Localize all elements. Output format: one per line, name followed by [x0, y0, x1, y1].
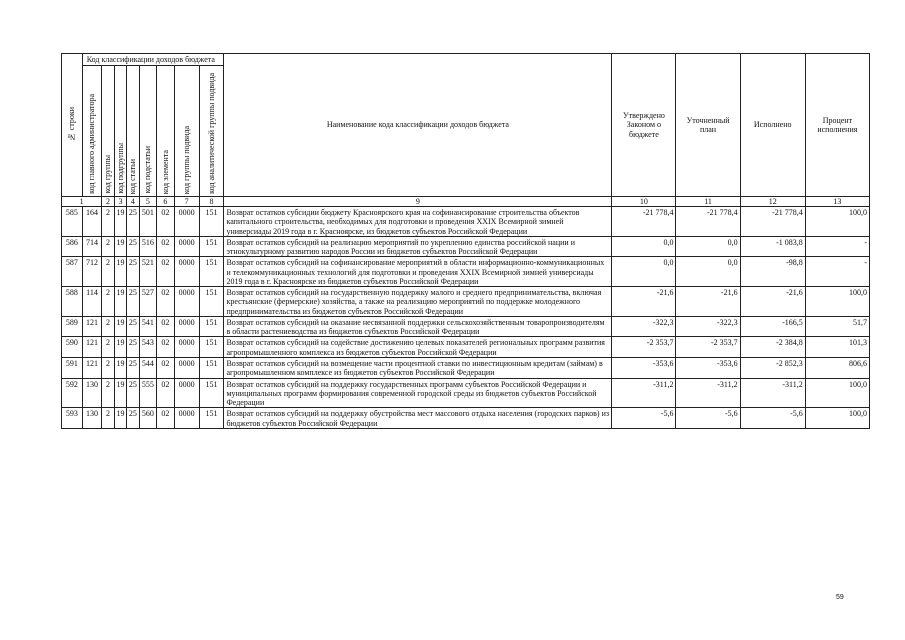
name-cell: Возврат остатков субсидий на софинансирование мероприятий в области информационно-коммуникационных и телекоммуникационных технологий для подготовки и проведения XXIX Всемирной зимней универсиады 2019 года в г. Красноярске из бюджетов субъектов Российской Федерации — [224, 257, 612, 287]
column-number: 2 — [102, 197, 114, 207]
code-group-cell: 2 — [102, 207, 114, 237]
percent-cell: 100,0 — [805, 207, 869, 237]
column-number: 8 — [199, 197, 224, 207]
row-number-cell: 588 — [62, 287, 83, 317]
percent-cell: 100,0 — [805, 408, 869, 429]
code-article-cell: 25 — [127, 207, 139, 237]
code-subgroup-cell: 19 — [114, 408, 126, 429]
table-row — [62, 408, 870, 429]
name-cell: Возврат остатков субсидий на реализацию мероприятий по укреплению единства российской нации и этнокультурному развитию народов России из бюджетов субъектов Российской Федерации — [224, 236, 612, 257]
code-subgroup-cell: 19 — [114, 378, 126, 408]
header-executed: Исполнено — [740, 54, 805, 197]
code-subarticle-cell: 527 — [139, 287, 157, 317]
code-admin-cell: 121 — [82, 337, 102, 358]
code-article-cell: 25 — [127, 378, 139, 408]
code-subarticle-cell: 544 — [139, 357, 157, 378]
column-number: 4 — [127, 197, 139, 207]
row-number-cell: 586 — [62, 236, 83, 257]
refined-cell: -21,6 — [676, 287, 740, 317]
code-group-cell: 2 — [102, 357, 114, 378]
column-number: 9 — [224, 197, 612, 207]
percent-cell: 51,7 — [805, 316, 869, 337]
header-code-group: код группы — [102, 66, 114, 197]
percent-cell: - — [805, 257, 869, 287]
code-subgroup-cell: 19 — [114, 257, 126, 287]
code-element-cell: 02 — [157, 337, 175, 358]
refined-cell: -311,2 — [676, 378, 740, 408]
refined-cell: 0,0 — [676, 236, 740, 257]
code-subtype-group-cell: 0000 — [174, 316, 199, 337]
code-element-cell: 02 — [157, 378, 175, 408]
code-subarticle-cell: 501 — [139, 207, 157, 237]
code-article-cell: 25 — [127, 236, 139, 257]
name-cell: Возврат остатков субсидий на содействие достижению целевых показателей региональных программ развития агропромышленного комплекса из бюджетов субъектов Российской Федерации — [224, 337, 612, 358]
percent-cell: 806,6 — [805, 357, 869, 378]
header-code-subgroup: код подгруппы — [114, 66, 126, 197]
table-body — [62, 207, 870, 429]
header-code-element: код элемента — [157, 66, 175, 197]
name-cell: Возврат остатков субсидий на поддержку государственных программ субъектов Российской Федерации и муниципальных программ формирования современной городской среды из бюджетов субъектов Российской Федерации — [224, 378, 612, 408]
code-element-cell: 02 — [157, 408, 175, 429]
approved-cell: 0,0 — [612, 257, 676, 287]
executed-cell: -166,5 — [740, 316, 805, 337]
code-group-cell: 2 — [102, 257, 114, 287]
table-row — [62, 378, 870, 408]
code-group-cell: 2 — [102, 408, 114, 429]
column-number: 13 — [805, 197, 869, 207]
code-subtype-group-cell: 0000 — [174, 257, 199, 287]
code-analytic-group-cell: 151 — [199, 257, 224, 287]
header-code-subarticle: код подстатьи — [139, 66, 157, 197]
code-article-cell: 25 — [127, 357, 139, 378]
code-subtype-group-cell: 0000 — [174, 236, 199, 257]
header-approved: Утверждено Законом о бюджете — [612, 54, 676, 197]
executed-cell: -5,6 — [740, 408, 805, 429]
refined-cell: -5,6 — [676, 408, 740, 429]
name-cell: Возврат остатков субсидий на возмещение части процентной ставки по инвестиционным кредитам (займам) в агропромышленном комплексе из бюджетов субъектов Российской Федерации — [224, 357, 612, 378]
code-subtype-group-cell: 0000 — [174, 357, 199, 378]
row-number-cell: 589 — [62, 316, 83, 337]
code-subarticle-cell: 555 — [139, 378, 157, 408]
name-cell: Возврат остатков субсидий на оказание несвязанной поддержки сельскохозяйственным товаропроизводителям в области растениеводства из бюджетов субъектов Российской Федерации — [224, 316, 612, 337]
code-article-cell: 25 — [127, 257, 139, 287]
code-element-cell: 02 — [157, 257, 175, 287]
percent-cell: 100,0 — [805, 378, 869, 408]
code-article-cell: 25 — [127, 287, 139, 317]
code-group-cell: 2 — [102, 287, 114, 317]
executed-cell: -1 083,8 — [740, 236, 805, 257]
row-number-cell: 592 — [62, 378, 83, 408]
code-group-cell: 2 — [102, 337, 114, 358]
code-analytic-group-cell: 151 — [199, 287, 224, 317]
code-element-cell: 02 — [157, 357, 175, 378]
refined-cell: -322,3 — [676, 316, 740, 337]
code-article-cell: 25 — [127, 408, 139, 429]
refined-cell: -353,6 — [676, 357, 740, 378]
code-subarticle-cell: 541 — [139, 316, 157, 337]
code-analytic-group-cell: 151 — [199, 337, 224, 358]
code-element-cell: 02 — [157, 287, 175, 317]
approved-cell: -353,6 — [612, 357, 676, 378]
name-cell: Возврат остатков субсидий на государственную поддержку малого и среднего предпринимательства, включая крестьянские (фермерские) хозяйства, а также на реализацию мероприятий по поддержке молодежного предпринимательства из бюджетов субъектов Российской Федерации — [224, 287, 612, 317]
approved-cell: -5,6 — [612, 408, 676, 429]
code-group-cell: 2 — [102, 316, 114, 337]
code-subtype-group-cell: 0000 — [174, 408, 199, 429]
code-admin-cell: 121 — [82, 357, 102, 378]
code-subgroup-cell: 19 — [114, 357, 126, 378]
code-analytic-group-cell: 151 — [199, 378, 224, 408]
page-number: 59 — [836, 594, 844, 601]
header-name: Наименование кода классификации доходов бюджета — [224, 54, 612, 197]
table-row — [62, 316, 870, 337]
code-subgroup-cell: 19 — [114, 207, 126, 237]
executed-cell: -21 778,4 — [740, 207, 805, 237]
column-number: 11 — [676, 197, 740, 207]
code-subarticle-cell: 516 — [139, 236, 157, 257]
table-row — [62, 287, 870, 317]
executed-cell: -2 852,3 — [740, 357, 805, 378]
code-subarticle-cell: 543 — [139, 337, 157, 358]
column-number: 5 — [139, 197, 157, 207]
code-group-cell: 2 — [102, 236, 114, 257]
code-analytic-group-cell: 151 — [199, 357, 224, 378]
code-subarticle-cell: 521 — [139, 257, 157, 287]
column-number: 10 — [612, 197, 676, 207]
code-group-cell: 2 — [102, 378, 114, 408]
header-code-admin: код главного администратора — [82, 66, 102, 197]
column-number: 7 — [174, 197, 199, 207]
name-cell: Возврат остатков субсидии бюджету Красноярского края на софинансирование строительства объектов капитального строительства, необходимых для подготовки и проведения XXIX Всемирной зимней универсиады 2019 года в г. Красноярске, из бюджетов субъектов Российской Федерации — [224, 207, 612, 237]
header-refined: Уточненный план — [676, 54, 740, 197]
table-header — [62, 54, 870, 207]
code-element-cell: 02 — [157, 207, 175, 237]
executed-cell: -311,2 — [740, 378, 805, 408]
column-number: 3 — [114, 197, 126, 207]
table-row — [62, 357, 870, 378]
table-row — [62, 236, 870, 257]
percent-cell: 101,3 — [805, 337, 869, 358]
column-number: 1 — [62, 197, 102, 207]
code-subarticle-cell: 560 — [139, 408, 157, 429]
table-row — [62, 207, 870, 237]
approved-cell: -322,3 — [612, 316, 676, 337]
code-subgroup-cell: 19 — [114, 287, 126, 317]
row-number-cell: 593 — [62, 408, 83, 429]
code-analytic-group-cell: 151 — [199, 236, 224, 257]
code-admin-cell: 121 — [82, 316, 102, 337]
executed-cell: -2 384,8 — [740, 337, 805, 358]
header-percent: Процент исполнения — [805, 54, 869, 197]
executed-cell: -21,6 — [740, 287, 805, 317]
code-article-cell: 25 — [127, 337, 139, 358]
code-admin-cell: 164 — [82, 207, 102, 237]
code-admin-cell: 714 — [82, 236, 102, 257]
code-subgroup-cell: 19 — [114, 337, 126, 358]
header-code-article: код статьи — [127, 66, 139, 197]
code-element-cell: 02 — [157, 236, 175, 257]
header-code-analytic-group: код аналитической группы подвида — [199, 66, 224, 197]
percent-cell: - — [805, 236, 869, 257]
row-number-cell: 590 — [62, 337, 83, 358]
row-number-cell: 585 — [62, 207, 83, 237]
code-subtype-group-cell: 0000 — [174, 287, 199, 317]
code-admin-cell: 114 — [82, 287, 102, 317]
code-subtype-group-cell: 0000 — [174, 378, 199, 408]
executed-cell: -98,8 — [740, 257, 805, 287]
approved-cell: 0,0 — [612, 236, 676, 257]
code-admin-cell: 712 — [82, 257, 102, 287]
approved-cell: -21,6 — [612, 287, 676, 317]
code-analytic-group-cell: 151 — [199, 316, 224, 337]
row-number-cell: 591 — [62, 357, 83, 378]
approved-cell: -2 353,7 — [612, 337, 676, 358]
header-row-no: № строки — [62, 54, 83, 197]
header-classification-group: Код классификации доходов бюджета — [82, 54, 224, 66]
refined-cell: -2 353,7 — [676, 337, 740, 358]
table-row — [62, 337, 870, 358]
table-row — [62, 257, 870, 287]
code-subtype-group-cell: 0000 — [174, 337, 199, 358]
percent-cell: 100,0 — [805, 287, 869, 317]
column-number: 6 — [157, 197, 175, 207]
header-code-subtype-group: код группы подвида — [174, 66, 199, 197]
code-analytic-group-cell: 151 — [199, 408, 224, 429]
refined-cell: 0,0 — [676, 257, 740, 287]
code-subgroup-cell: 19 — [114, 316, 126, 337]
name-cell: Возврат остатков субсидий на поддержку обустройства мест массового отдыха населения (городских парков) из бюджетов субъектов Российской Федерации — [224, 408, 612, 429]
row-number-cell: 587 — [62, 257, 83, 287]
code-article-cell: 25 — [127, 316, 139, 337]
code-subgroup-cell: 19 — [114, 236, 126, 257]
code-analytic-group-cell: 151 — [199, 207, 224, 237]
approved-cell: -311,2 — [612, 378, 676, 408]
column-number: 12 — [740, 197, 805, 207]
code-element-cell: 02 — [157, 316, 175, 337]
approved-cell: -21 778,4 — [612, 207, 676, 237]
refined-cell: -21 778,4 — [676, 207, 740, 237]
code-admin-cell: 130 — [82, 408, 102, 429]
code-admin-cell: 130 — [82, 378, 102, 408]
column-number-row — [62, 197, 870, 207]
revenue-table — [61, 53, 870, 429]
code-subtype-group-cell: 0000 — [174, 207, 199, 237]
